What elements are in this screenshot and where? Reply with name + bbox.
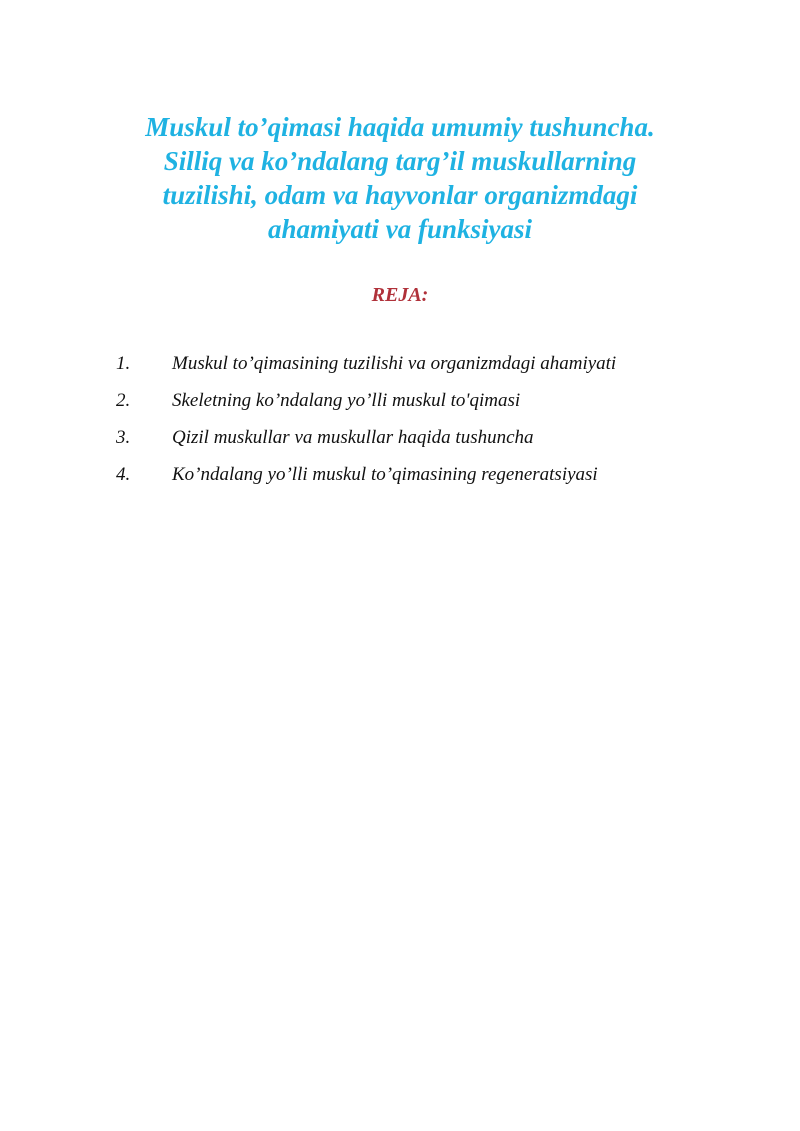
title-line-3: tuzilishi, odam va hayvonlar organizmdagi (162, 180, 638, 210)
title-line-1: Muskul to’qimasi haqida umumiy tushuncha. (145, 112, 655, 142)
plan-item-number: 4. (116, 464, 131, 485)
plan-item-number: 2. (116, 390, 131, 411)
plan-heading: REJA: (371, 284, 429, 306)
plan-list (116, 350, 736, 498)
title-line-2: Silliq va ko’ndalang targ’il muskullarning (163, 146, 637, 176)
plan-item-1 (116, 350, 736, 387)
title-line-4: ahamiyati va funksiyasi (267, 214, 532, 244)
plan-item-4 (116, 461, 736, 498)
plan-item-2 (116, 387, 736, 424)
plan-item-number: 3. (116, 427, 131, 448)
document-title (100, 110, 700, 246)
plan-item-number: 1. (116, 353, 131, 374)
plan-item-3 (116, 424, 736, 461)
plan-item-text: Qizil muskullar va muskullar haqida tushuncha (172, 427, 534, 448)
plan-item-text: Skeletning ko’ndalang yo’lli muskul to'qimasi (172, 390, 521, 411)
plan-item-text: Ko’ndalang yo’lli muskul to’qimasining regeneratsiyasi (172, 464, 598, 485)
plan-item-text: Muskul to’qimasining tuzilishi va organizmdagi ahamiyati (172, 353, 617, 374)
